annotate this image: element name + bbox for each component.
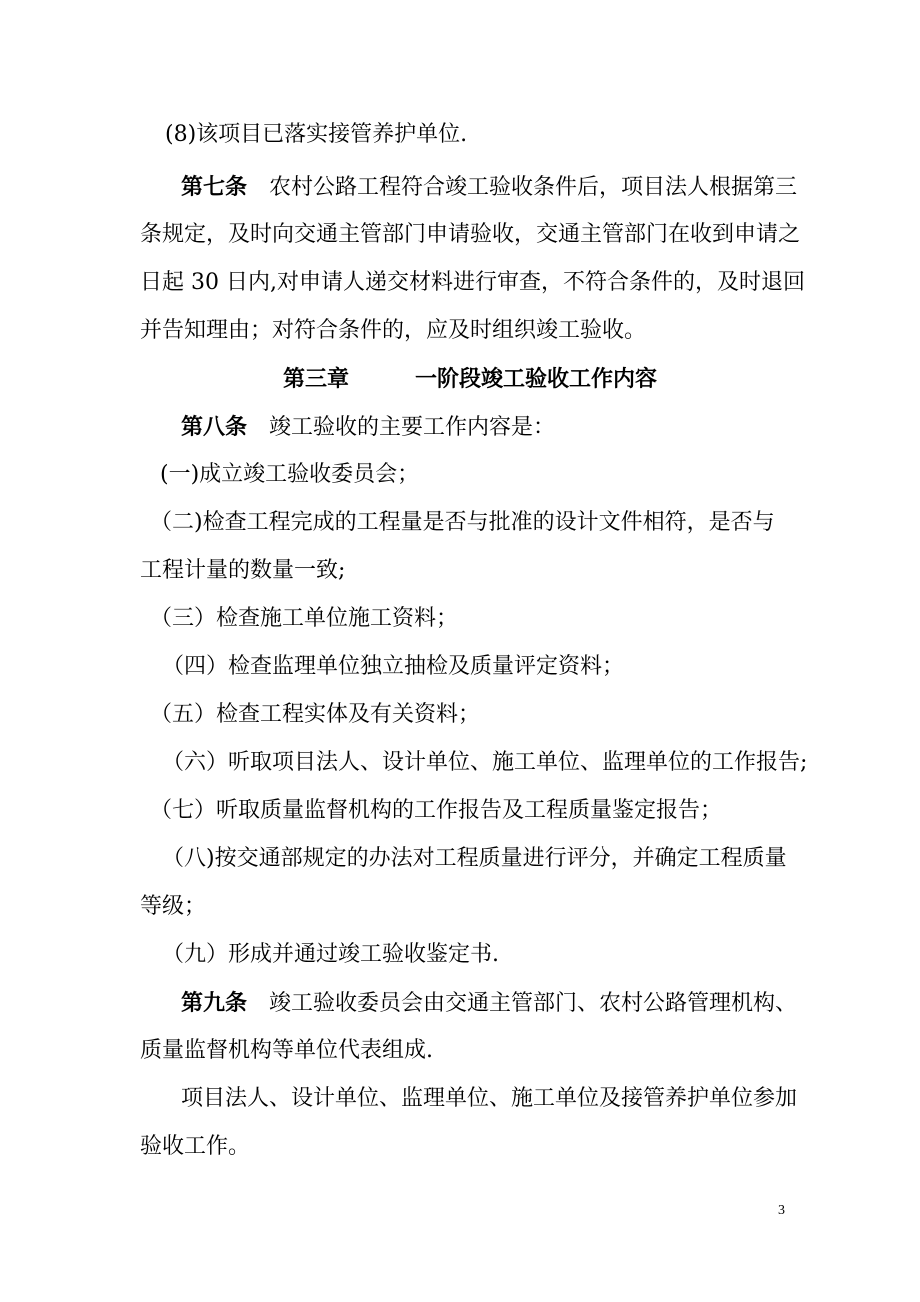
- article-8-line: [181, 412, 555, 443]
- item-1: (一)成立竣工验收委员会；: [160, 462, 420, 487]
- article-7-line4: 并告知理由；对符合条件的，应及时组织竣工验收。: [140, 318, 647, 343]
- chapter-3-heading: [283, 364, 657, 394]
- article-9-line2: 质量监督机构等单位代表组成.: [140, 1038, 433, 1063]
- article-8-text: 竣工验收的主要工作内容是：: [269, 415, 556, 440]
- chapter-3-label: 第三章: [283, 366, 350, 392]
- article-9-label: 第九条: [181, 990, 248, 1016]
- article-9-first-line: [181, 988, 797, 1019]
- article-8-label: 第八条: [181, 414, 248, 440]
- item-8-line2: 等级；: [140, 894, 207, 919]
- item-7: （七）听取质量监督机构的工作报告及工程质量鉴定报告；: [150, 798, 723, 823]
- article-9-line1: 竣工验收委员会由交通主管部门、农村公路管理机构、: [269, 991, 798, 1016]
- page-number: 3: [778, 1203, 785, 1218]
- article-9-para2-line2: 验收工作。: [140, 1134, 251, 1159]
- article-7-first-line: [181, 172, 797, 203]
- article-9-para2-line1: 项目法人、设计单位、监理单位、施工单位及接管养护单位参加: [181, 1086, 798, 1111]
- article-7-line1: 农村公路工程符合竣工验收条件后，项目法人根据第三: [269, 175, 798, 200]
- item-2-line2: 工程计量的数量一致;: [140, 558, 346, 583]
- article-7-line3: 日起 30 日内,对申请人递交材料进行审查，不符合条件的，及时退回: [140, 270, 805, 295]
- chapter-3-title: 一阶段竣工验收工作内容: [415, 366, 658, 392]
- item-8-prev: (8)该项目已落实接管养护单位.: [165, 122, 468, 147]
- item-4: （四）检查监理单位独立抽检及质量评定资料；: [162, 654, 625, 679]
- article-7-line2: 条规定，及时向交通主管部门申请验收，交通主管部门在收到申请之: [140, 222, 801, 247]
- item-3: （三）检查施工单位施工资料；: [150, 606, 459, 631]
- article-7-label: 第七条: [181, 174, 248, 200]
- item-9: （九）形成并通过竣工验收鉴定书.: [162, 942, 499, 967]
- item-5: （五）检查工程实体及有关资料；: [150, 702, 481, 727]
- item-8-line1: （八)按交通部规定的办法对工程质量进行评分，并确定工程质量: [162, 846, 787, 871]
- item-6: （六）听取项目法人、设计单位、施工单位、监理单位的工作报告;: [162, 750, 808, 775]
- item-2-line1: （二)检查工程完成的工程量是否与批准的设计文件相符，是否与: [150, 510, 775, 535]
